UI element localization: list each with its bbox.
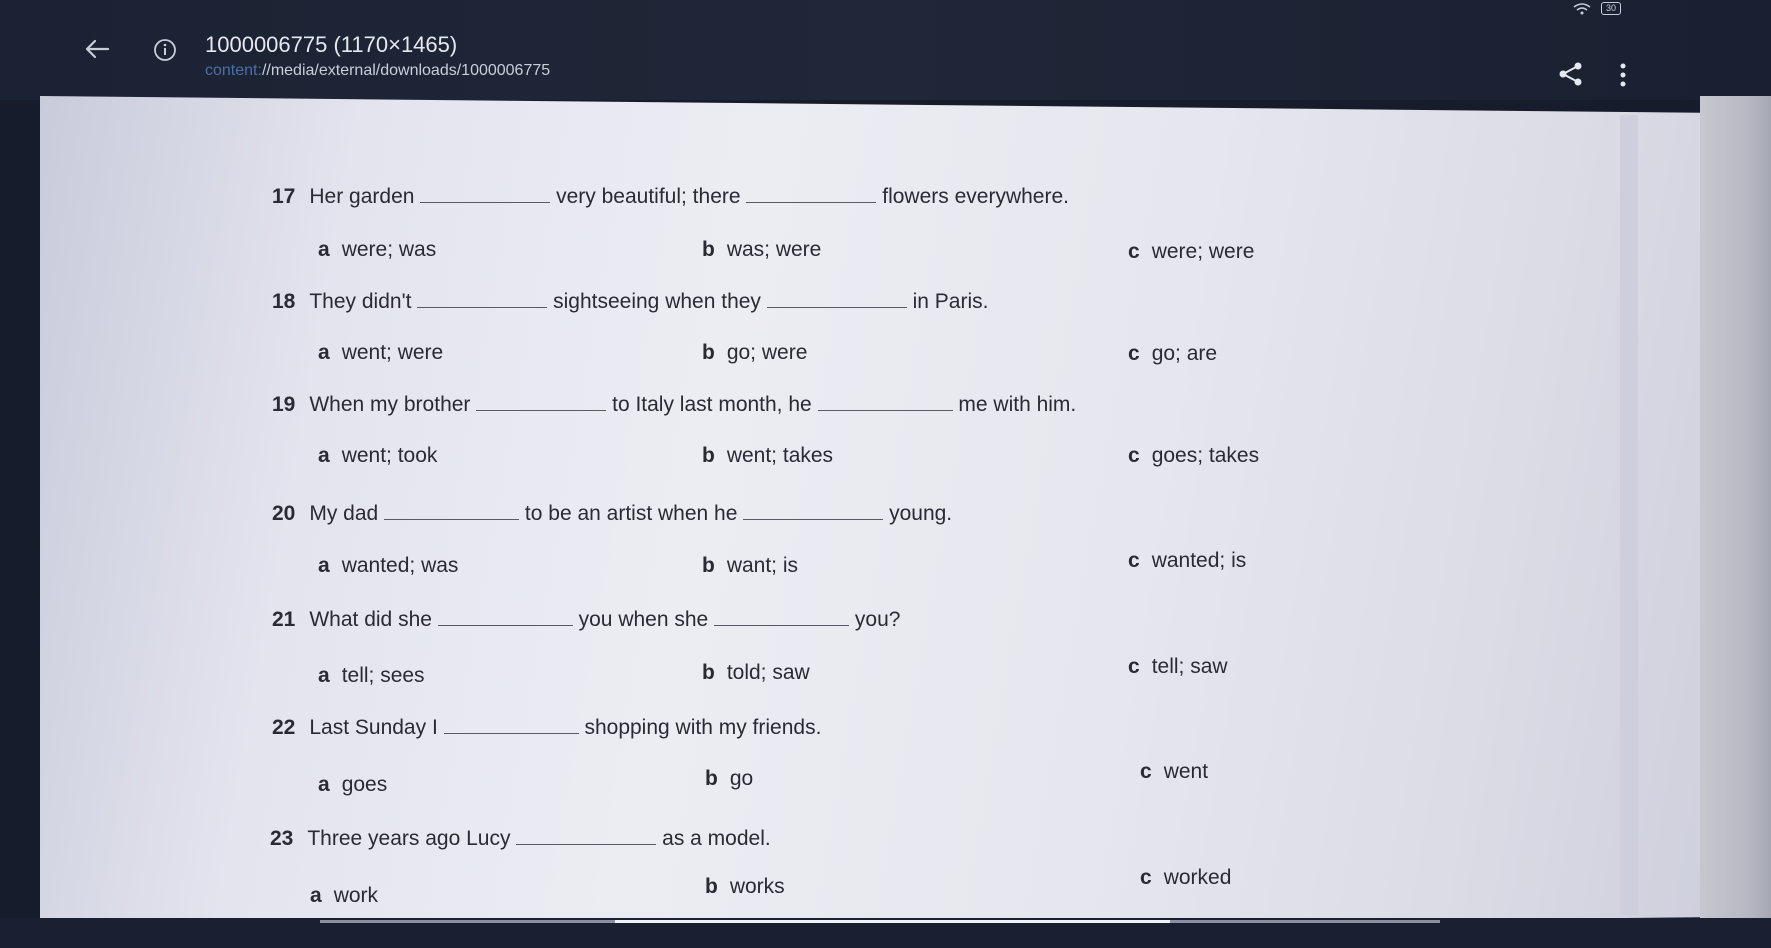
option-a [318, 444, 437, 468]
question-text: What did she [309, 608, 432, 631]
option-b [702, 554, 798, 578]
option-letter: a [318, 444, 330, 467]
question-17 [272, 185, 1069, 209]
option-text: went; takes [726, 444, 834, 467]
answer-blank [743, 505, 883, 520]
option-a [318, 664, 425, 688]
option-letter: a [318, 554, 330, 577]
question-number: 22 [272, 716, 296, 739]
option-letter: c [1140, 760, 1152, 783]
option-letter: c [1140, 866, 1152, 889]
question-text: very beautiful; there [556, 185, 741, 208]
question-22 [272, 716, 821, 740]
option-letter: b [702, 554, 715, 577]
answer-blank [746, 188, 876, 203]
photo-background-edge [1700, 96, 1771, 948]
wifi-icon [1573, 3, 1591, 15]
question-text: flowers everywhere. [882, 185, 1069, 208]
question-number: 20 [272, 502, 296, 525]
question-text: Three years ago Lucy [307, 827, 511, 850]
question-text: you? [854, 608, 901, 631]
option-text: tell; sees [341, 664, 425, 687]
option-b [702, 661, 810, 685]
option-c [1128, 655, 1228, 679]
question-text: as a model. [662, 827, 771, 850]
question-text: to Italy last month, he [612, 393, 812, 416]
answer-blank [714, 611, 849, 626]
option-letter: b [705, 875, 718, 898]
option-text: goes [341, 773, 388, 796]
answer-blank [818, 396, 953, 411]
page-edge [1620, 115, 1638, 915]
option-b [702, 238, 821, 262]
option-a [318, 341, 443, 365]
answer-blank [476, 396, 606, 411]
option-c [1128, 240, 1254, 264]
answer-blank [767, 293, 907, 308]
status-bar [1573, 2, 1621, 15]
option-letter: c [1128, 240, 1140, 263]
option-letter: b [702, 444, 715, 467]
file-path-rest: //media/external/downloads/1000006775 [261, 62, 551, 79]
option-text: go; are [1151, 342, 1218, 365]
answer-blank [384, 505, 519, 520]
option-letter: c [1128, 549, 1140, 572]
answer-blank [420, 188, 550, 203]
question-number: 21 [272, 608, 296, 631]
option-text: were; was [341, 238, 437, 261]
option-text: tell; saw [1151, 655, 1228, 678]
option-a [318, 238, 436, 262]
question-23 [270, 827, 771, 851]
question-text: young. [889, 502, 953, 525]
option-letter: c [1128, 342, 1140, 365]
option-text: went; took [341, 444, 438, 467]
option-letter: b [702, 238, 715, 261]
option-text: went [1163, 760, 1209, 783]
question-text: sightseeing when they [553, 290, 761, 313]
option-text: told; saw [726, 661, 810, 684]
option-text: worked [1163, 866, 1232, 889]
option-letter: a [310, 884, 322, 907]
question-text: shopping with my friends. [584, 716, 822, 739]
option-a [318, 773, 387, 797]
option-letter: a [318, 773, 330, 796]
scroll-thumb[interactable] [615, 920, 1170, 923]
option-text: wanted; is [1151, 549, 1247, 572]
option-c [1140, 760, 1208, 784]
option-a [310, 884, 378, 908]
question-text: me with him. [958, 393, 1077, 416]
file-title: 1000006775 (1170×1465) [205, 32, 458, 57]
option-text: work [333, 884, 379, 907]
option-letter: b [702, 341, 715, 364]
question-20 [272, 502, 952, 526]
option-letter: c [1128, 444, 1140, 467]
option-letter: c [1128, 655, 1140, 678]
question-number: 23 [270, 827, 294, 850]
option-c [1128, 549, 1246, 573]
question-number: 18 [272, 290, 296, 313]
question-21 [272, 608, 900, 632]
option-text: goes; takes [1151, 444, 1260, 467]
option-text: went; were [341, 341, 444, 364]
back-arrow-icon[interactable] [80, 32, 114, 66]
option-letter: b [705, 767, 718, 790]
question-18 [272, 290, 988, 314]
answer-blank [444, 719, 579, 734]
question-text: Her garden [309, 185, 415, 208]
option-text: works [729, 875, 785, 898]
file-path [205, 62, 550, 80]
file-path-scheme: content: [205, 62, 262, 79]
question-text: Last Sunday I [309, 716, 438, 739]
option-b [705, 875, 785, 899]
more-options-icon[interactable] [1618, 62, 1628, 88]
answer-blank [438, 611, 573, 626]
option-c [1128, 444, 1259, 468]
question-text: My dad [309, 502, 379, 525]
option-c [1128, 342, 1217, 366]
question-text: They didn't [309, 290, 412, 313]
option-text: go [729, 767, 754, 790]
option-letter: a [318, 664, 330, 687]
question-text: you when she [578, 608, 709, 631]
question-text: in Paris. [912, 290, 989, 313]
option-b [705, 767, 753, 791]
option-text: want; is [726, 554, 799, 577]
option-text: go; were [726, 341, 808, 364]
question-text: to be an artist when he [524, 502, 738, 525]
option-text: were; were [1151, 240, 1255, 263]
option-letter: b [702, 661, 715, 684]
option-text: was; were [726, 238, 822, 261]
share-icon[interactable] [1557, 60, 1585, 88]
info-icon[interactable] [153, 38, 177, 62]
battery-icon: 30 [1601, 2, 1621, 15]
answer-blank [417, 293, 547, 308]
option-letter: a [318, 238, 330, 261]
option-c [1140, 866, 1231, 890]
answer-blank [516, 830, 656, 845]
option-text: wanted; was [341, 554, 459, 577]
option-letter: a [318, 341, 330, 364]
option-b [702, 444, 833, 468]
option-a [318, 554, 458, 578]
question-number: 17 [272, 185, 296, 208]
option-b [702, 341, 807, 365]
question-number: 19 [272, 393, 296, 416]
question-text: When my brother [309, 393, 471, 416]
question-19 [272, 393, 1076, 417]
